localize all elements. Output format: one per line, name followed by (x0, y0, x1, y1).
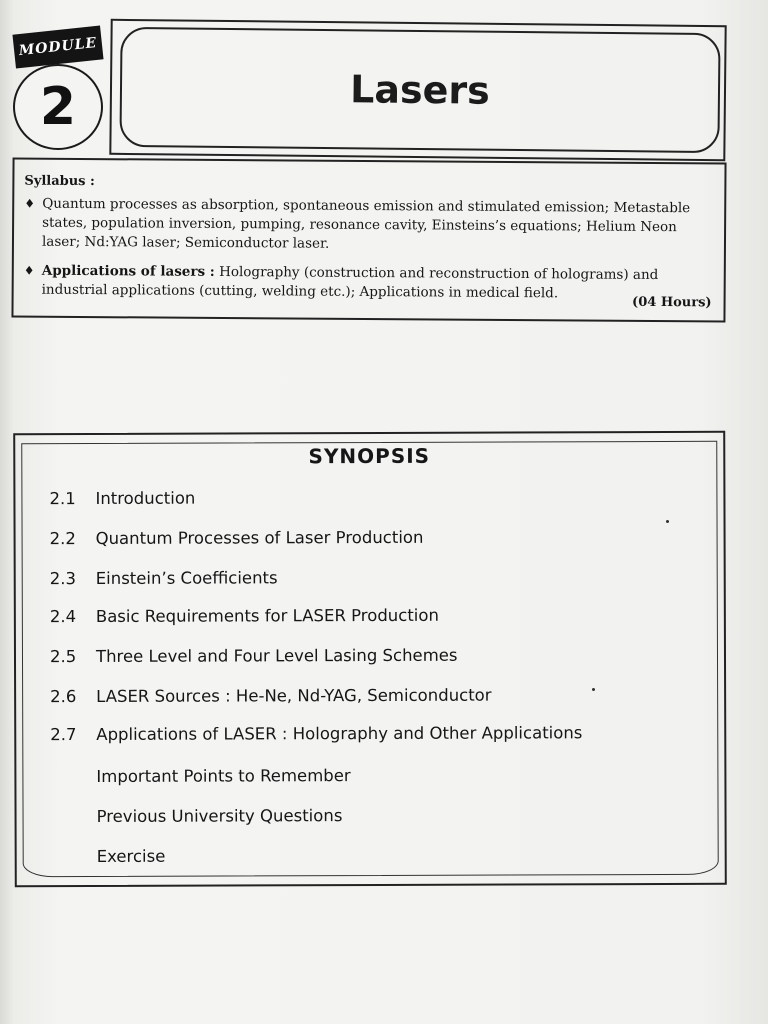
module-number-badge (13, 64, 103, 150)
synopsis-item-number: 2.3 (49, 569, 77, 589)
synopsis-item-number: 2.2 (49, 529, 76, 549)
synopsis-item-label: Previous University Questions (96, 806, 343, 826)
synopsis-item-label: Quantum Processes of Laser Production (95, 527, 424, 548)
chapter-title: Lasers (349, 67, 491, 113)
synopsis-item-label: Three Level and Four Level Lasing Schemes (95, 645, 458, 666)
synopsis-item (50, 686, 491, 707)
syllabus-item (24, 262, 712, 305)
syllabus-heading: Syllabus : (24, 173, 95, 190)
synopsis-item (50, 606, 439, 626)
synopsis-item (49, 489, 195, 509)
syllabus-item-text: Holography (construction and reconstruction of holograms) and industrial applications (cutting, welding etc.); Applications in medical field. (41, 263, 659, 302)
syllabus-box (11, 158, 726, 323)
bullet-icon: ♦ (24, 196, 36, 211)
synopsis-item-label: Basic Requirements for LASER Production (95, 605, 439, 626)
synopsis-item-label: Applications of LASER : Holography and Other Applications (96, 723, 583, 744)
synopsis-title: SYNOPSIS (308, 443, 431, 469)
synopsis-item-label: Introduction (95, 488, 196, 508)
synopsis-item (50, 568, 278, 588)
synopsis-item-label: LASER Sources : He-Ne, Nd-YAG, Semiconductor (96, 685, 492, 706)
synopsis-item (51, 806, 343, 826)
synopsis-item-number: 2.7 (50, 725, 77, 745)
print-speck (592, 688, 595, 691)
synopsis-item-number: 2.1 (49, 489, 76, 509)
synopsis-item-number: 2.4 (49, 607, 77, 627)
synopsis-item (50, 528, 424, 548)
synopsis-item-number: 2.5 (49, 647, 77, 667)
synopsis-item (51, 847, 166, 866)
module-number: 2 (39, 77, 77, 137)
synopsis-box (13, 431, 727, 887)
syllabus-item-text: Quantum processes as absorption, spontaneous emission and stimulated emission; Metastable states, population inversion, pumping, resonance cavity, Einsteins’s equations; Helium Neon laser; Nd:YAG laser; Semiconductor laser. (41, 195, 691, 252)
synopsis-item-label: Important Points to Remember (96, 766, 351, 786)
synopsis-item-label: Exercise (96, 846, 166, 866)
print-speck (666, 520, 669, 523)
bullet-icon: ♦ (23, 263, 35, 278)
module-tag: MODULE (12, 25, 103, 68)
syllabus-item (24, 195, 712, 257)
syllabus-item-heading: Applications of lasers : (41, 262, 215, 280)
synopsis-item (50, 766, 350, 786)
synopsis-item (50, 723, 582, 744)
synopsis-item-label: Einstein’s Coefficients (95, 568, 278, 588)
syllabus-hours: (04 Hours) (632, 294, 712, 311)
synopsis-item-number: 2.6 (50, 687, 77, 707)
chapter-title-box (119, 27, 720, 153)
synopsis-item (50, 646, 458, 666)
